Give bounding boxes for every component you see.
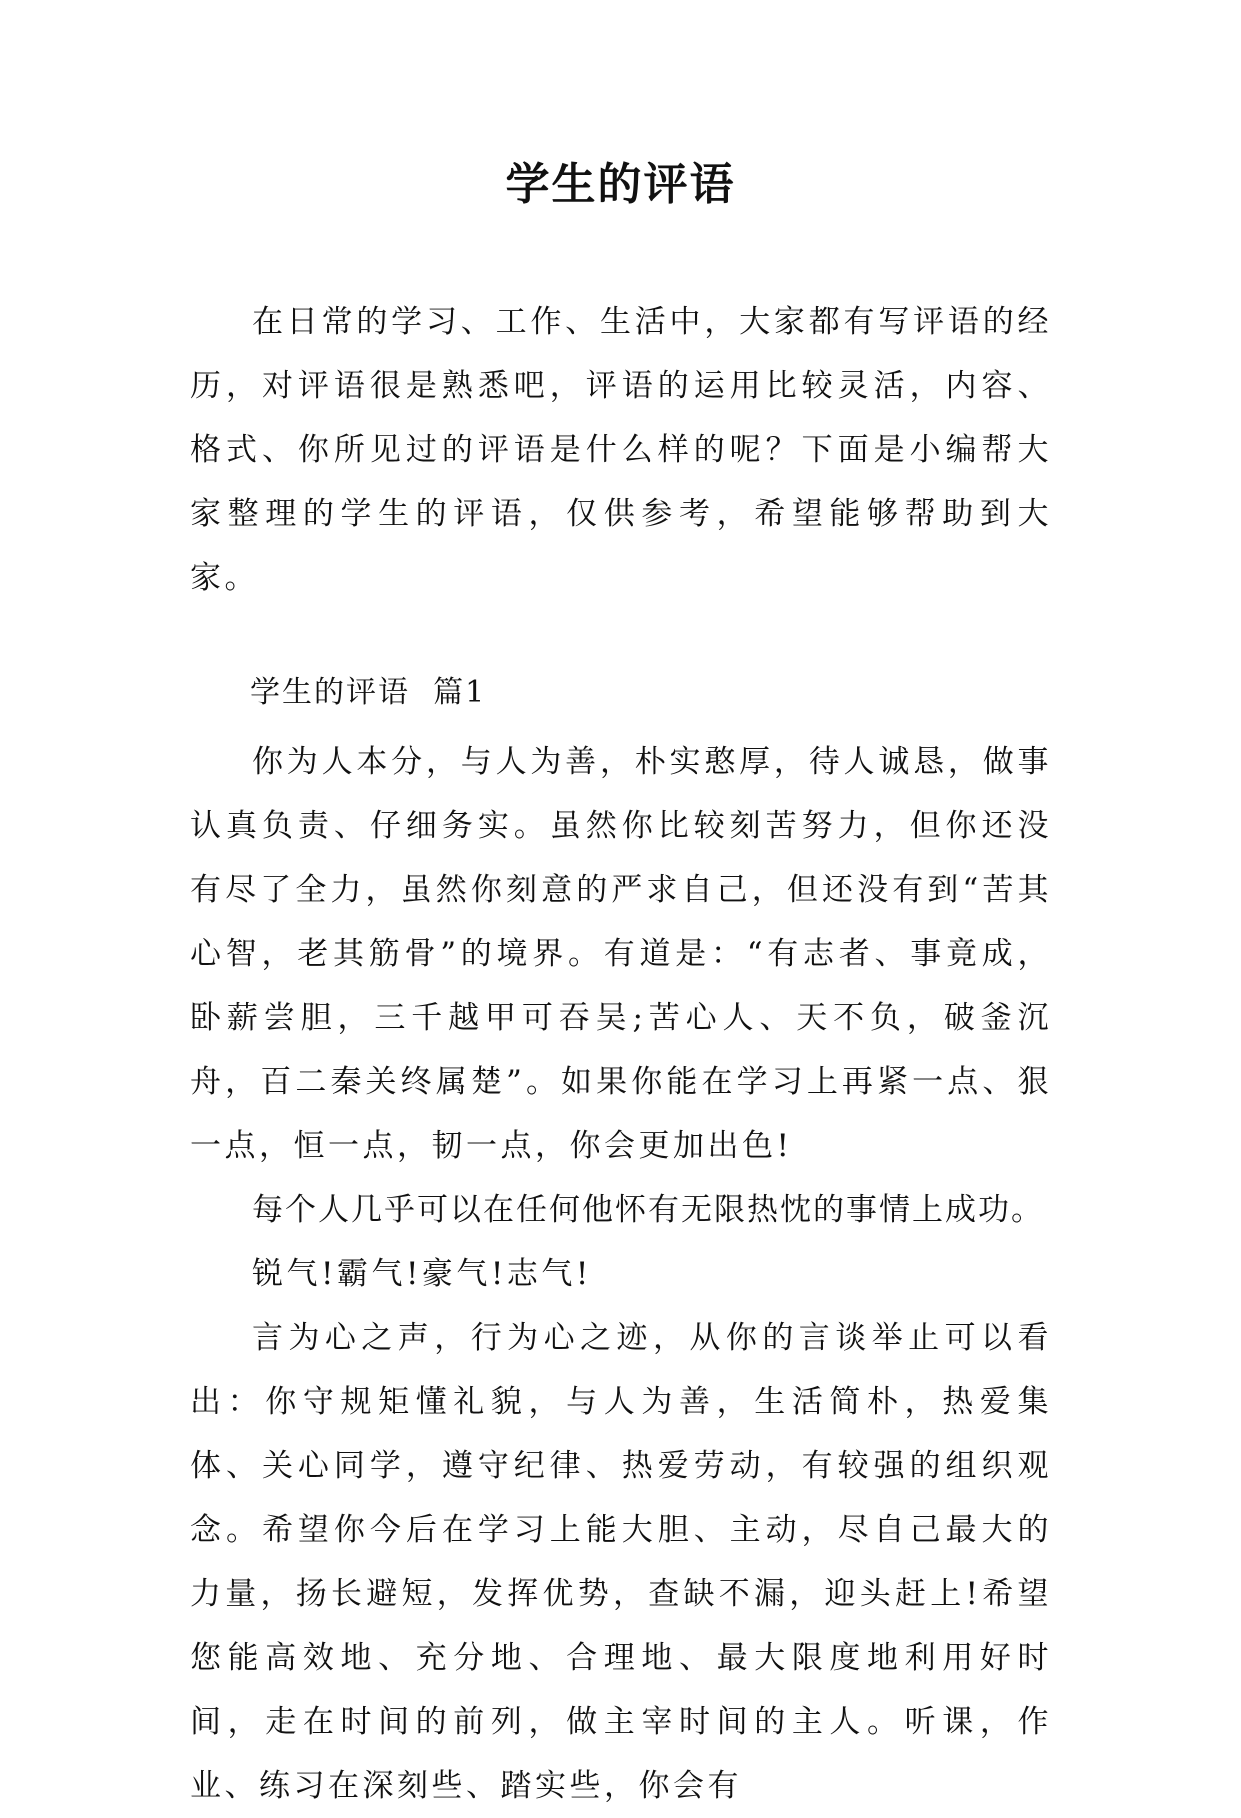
document-body — [190, 290, 1052, 1818]
body-paragraph-2: 每个人几乎可以在任何他怀有无限热忱的事情上成功。 — [252, 1192, 1044, 1228]
body-paragraph-4: 言为心之声，行为心之迹，从你的言谈举止可以看出：你守规矩懂礼貌，与人为善，生活简朴，热爱集体、关心同学，遵守纪律、热爱劳动，有较强的组织观念。希望你今后在学习上能大胆、主动，尽自己最大的力量，扬长避短，发挥优势，查缺不漏，迎头赶上!希望您能高效地、充分地、合理地、最大限度地利用好时间，走在时间的前列，做主宰时间的主人。听课，作业、练习在深刻些、踏实些，你会有 — [190, 1320, 1052, 1804]
intro-paragraph: 在日常的学习、工作、生活中，大家都有写评语的经历，对评语很是熟悉吧，评语的运用比较灵活，内容、格式、你所见过的评语是什么样的呢？下面是小编帮大家整理的学生的评语，仅供参考，希望能够帮助到大家。 — [190, 304, 1052, 596]
section-heading: 学生的评语 篇1 — [250, 675, 487, 710]
body-paragraph-1: 你为人本分，与人为善，朴实憨厚，待人诚恳，做事认真负责、仔细务实。虽然你比较刻苦努力，但你还没有尽了全力，虽然你刻意的严求自己，但还没有到“苦其心智，老其筋骨”的境界。有道是：“有志者、事竟成，卧薪尝胆，三千越甲可吞吴;苦心人、天不负，破釜沉舟，百二秦关终属楚”。如果你能在学习上再紧一点、狠一点，恒一点，韧一点，你会更加出色! — [190, 744, 1052, 1164]
document-title: 学生的评语 — [505, 159, 736, 210]
body-paragraph-3: 锐气!霸气!豪气!志气! — [252, 1256, 592, 1292]
